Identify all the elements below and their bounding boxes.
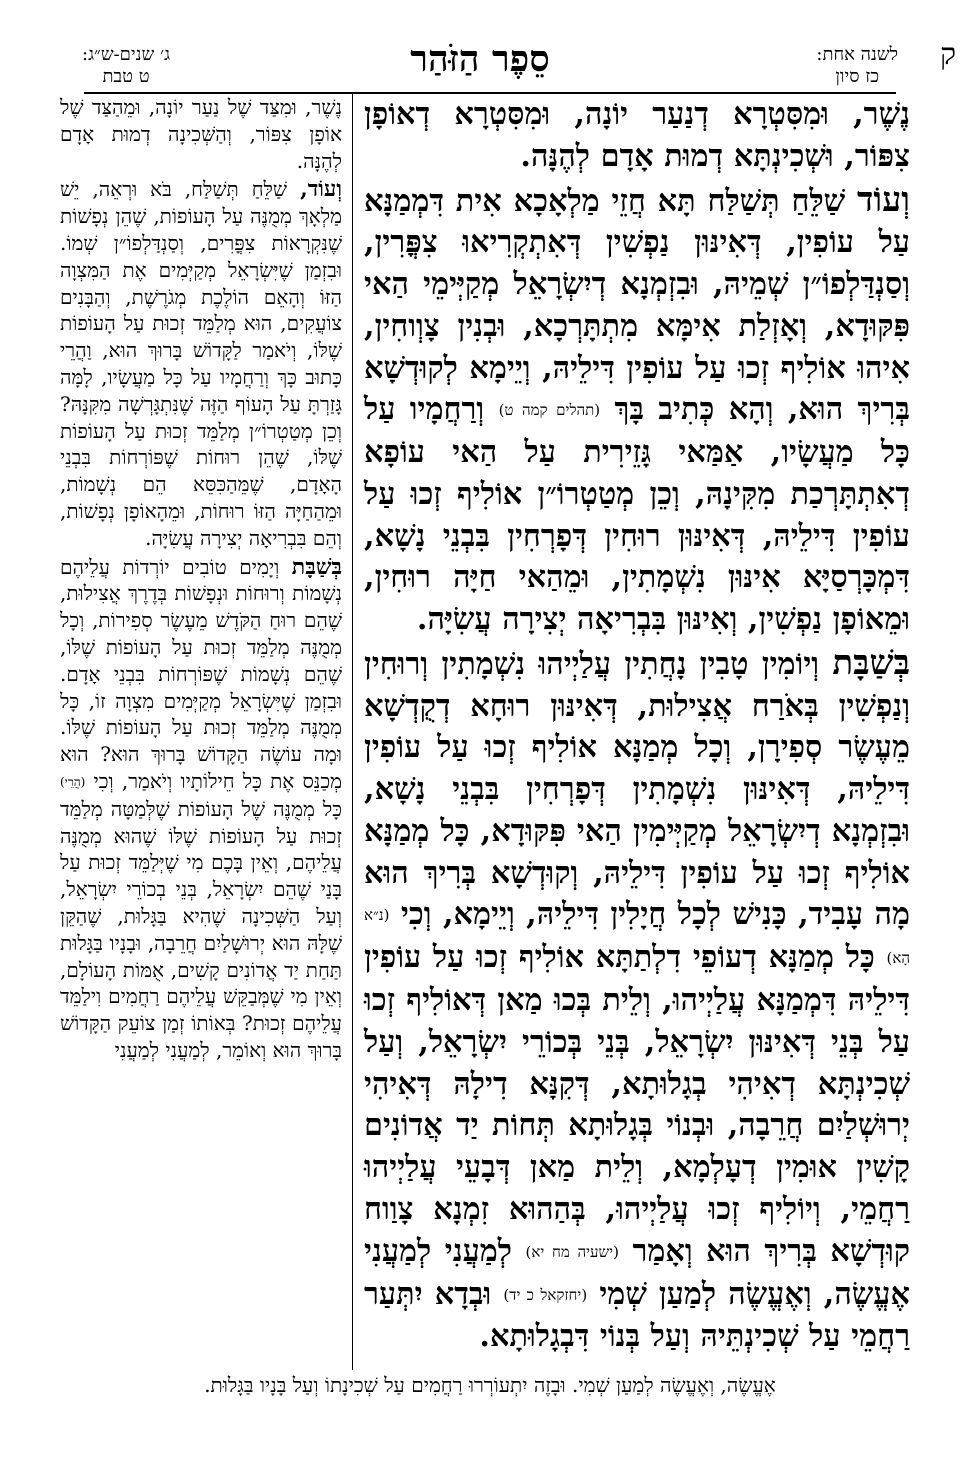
header-right-line2: כז סיון <box>835 66 880 87</box>
main-paragraph-2 <box>364 180 910 641</box>
book-title: סֵפֶר הַזֹּהַר <box>410 38 550 80</box>
main-paragraph-3-text-c: לְמַעֲנִי לְמַעֲנִי אֶעֱשֶׂה, וְאֶעֱשֶׂה לְמַעַן שְׁמִי <box>364 1232 911 1312</box>
main-paragraph-3-text-d: וּבְדָא יִתְּעַר רַחֲמֵי עַל שְׁכִינְתֵּיהּ וְעַל בְּנוֹי דִּבְגָלוּתָא. <box>364 1275 910 1355</box>
side-paragraph-3-text-a: וְיָמִים טוֹבִים יוֹרְדוֹת עֲלֵיהֶם נְשָׁמוֹת וְרוּחוֹת וּנְפָשׁוֹת בְּדֶרֶךְ אֲצִילוּת, שֶׁהֵם רוּחַ הַקֹּדֶשׁ מֵעֶשֶׂר סְפִירוֹת, וְכָל מְמֻנֶּה מְלַמֵּד זְכוּת עַל הָעוֹפוֹת שֶׁלּוֹ, שֶׁהֵם נְשָׁמוֹת שֶׁפּוֹרְחוֹת בִּבְנֵי אָדָם. וּבִזְמַן שֶׁיִּשְׂרָאֵל מְקַיְּמִים מִצְוָה זוֹ, כָּל מְמֻנֶּה מְלַמֵּד זְכוּת עַל הָעוֹפוֹת שֶׁלּוֹ. וּמָה עוֹשֶׂה הַקָּדוֹשׁ בָּרוּךְ הוּא? הוּא מְכַנֵּס אֶת כָּל חֵילוֹתָיו וְיֹאמַר, וְכִי <box>60 554 342 793</box>
main-paragraph-2-text-b: וְרַחֲמָיו עַל כָּל מַעֲשָׂיו, אַמַּאי גָּזֵירִית עַל הַאי עוֹפָא דְאִתְתָּרְכַת מִקִּינָהּ, וְכֵן מְטַטְרוֹ״ן אוֹלִיף זְכוּ עַל עוֹפִין דִּילֵיהּ, דְּאִינּוּן רוּחִין דְּפָרְחִין בִּבְנֵי נָשָׁא, דִּמְכָּרְסַיָּא אִינּוּן נִשְׁמָתִין, וּמֵהַאי חַיָּה רוּחִין, וּמֵאוֹפָן נַפְשִׁין, וְאִינּוּן בִּבְרִיאָה יְצִירָה עֲשִׂיָּה. <box>364 391 910 638</box>
main-paragraph-3 <box>364 643 910 1358</box>
side-paragraph-2 <box>60 176 342 551</box>
side-paragraph-2-text: שַׁלֵּחַ תְּשַׁלַּח, בֹּא וּרְאֵה, יֵשׁ מַלְאָךְ מְמֻנֶּה עַל הָעוֹפוֹת, שֶׁהֵן נְפָשׁוֹת שֶׁנִּקְרָאוֹת צִפֳּרִים, וְסַנְדַּלְפוֹ״ן שְׁמוֹ. וּבִזְמַן שֶׁיִּשְׂרָאֵל מְקַיְּמִים אֶת הַמִּצְוָה הַזּוֹ וְהָאֵם הוֹלֶכֶת מְגֹרֶשֶׁת, וְהַבָּנִים צוֹעֲקִים, הוּא מְלַמֵּד זְכוּת עַל הָעוֹפוֹת שֶׁלּוֹ, וְיֹאמַר לַקָּדוֹשׁ בָּרוּךְ הוּא, וַהֲרֵי כָּתוּב כָּךְ וְרַחֲמָיו עַל כָּל מַעֲשָׂיו, לָמָּה גָּזַרְתָּ עַל הָעוֹף הַזֶּה שֶׁנִּתְגָּרְשָׁה מִקִּנָּהּ? וְכֵן מְטַטְרוֹ״ן מְלַמֵּד זְכוּת עַל הָעוֹפוֹת שֶׁלּוֹ, שֶׁהֵן רוּחוֹת שֶׁפּוֹרְחוֹת בִּבְנֵי הָאָדָם, שֶׁמֵּהַכִּסֵּא הֵם נְשָׁמוֹת, וּמֵהַחַיָּה הַזּוֹ רוּחוֹת, וּמֵהָאוֹפָן נְפָשׁוֹת, וְהֵם בִּבְרִיאָה יְצִירָה עֲשִׂיָּה. <box>60 177 342 550</box>
main-variant-note: (נ״א הָא) <box>364 906 911 968</box>
main-paragraph-3-text-b: כָּל מְמַנָּא דְעוֹפֵי דִלְתַתָּא אוֹלִיף זְכוּ עַל עוֹפִין דִּילֵיהּ דִּמְמַנָּא עֲלַיְיהוּ, וְלֵית בְּכוּ מַאן דְּאוֹלִיף זְכוּ עַל בְּנֵי דְּאִינּוּן יִשְׂרָאֵל, בְּנֵי בְּכוֹרֵי יִשְׂרָאֵל, וְעַל שְׁכִינְתָּא דְאִיהִי בְגָלוּתָא, דְּקִנָּא דִילָהּ דְּאִיהִי יְרוּשְׁלַיִם חֲרֵבָה, וּבְנוֹי בְּגָלוּתָא תְּחוֹת יַד אֲדוֹנִים קָשִׁין אוּמִין דְעָלְמָא, וְלֵית מַאן דְּבָעֵי עֲלַיְיהוּ רַחֲמֵי, וְיוֹלִיף זְכוּ עֲלַיְיהוּ, בְּהַהוּא זִמְנָא צָוַוח קוּדְשָׁא בְּרִיךְ הוּא וְאָמַר <box>364 939 911 1269</box>
header-left-line1: ג׳ שנים-ש״ג: <box>82 44 171 65</box>
footer-continuation: אֶעֱשֶׂה, וְאֶעֱשֶׂה לְמַעַן שְׁמִי. וּבָזֶה יִתְעוֹרְרוּ רַחֲמִים עַל שְׁכִינָתוֹ וְעַל בָּנָיו בַּגָּלוּת. <box>204 1373 776 1397</box>
main-citation-isaiah: (ישעיה מח יא) <box>525 1242 619 1261</box>
column-divider <box>352 94 353 1370</box>
side-paragraph-1: נֶשֶׁר, וּמִצַּד שֶׁל נַעַר יוֹנָה, וּמֵהַצַּד שֶׁל אוֹפָן צִפּוֹר, וְהַשְּׁכִינָה דְמוּת אָדָם לְהֶנָּה. <box>60 95 342 173</box>
page-number: ק <box>939 37 956 72</box>
side-paragraph-3-lead: בְּשַׁבָּת <box>291 553 342 580</box>
main-citation-ezekiel: (יחזקאל כ יד) <box>503 1285 588 1304</box>
side-variant-note: (הֲרֵי) <box>60 775 86 790</box>
main-paragraph-1: נֶשֶׁר, וּמִסִּטְרָא דְנַעַר יוֹנָה, וּמִסִּטְרָא דְאוֹפָן צִפּוֹר, וּשְׁכִינְתָּא דְמוּת אָדָם לְהֶנָּה. <box>364 96 910 174</box>
side-paragraph-3-text-b: כָּל מְמֻנֶּה שֶׁל הָעוֹפוֹת שֶׁלְּמַטָּה מְלַמֵּד זְכוּת עַל הָעוֹפוֹת שֶׁלּוֹ שֶׁהוּא מְמֻנֶּה עֲלֵיהֶם, וְאֵין בָּכֶם מִי שֶׁיְּלַמֵּד זְכוּת עַל בָּנַי שֶׁהֵם יִשְׂרָאֵל, בְּנֵי בְכוֹרֵי יִשְׂרָאֵל, וְעַל הַשְּׁכִינָה שֶׁהִיא בַּגָּלוּת, שֶׁהַקֵּן שֶׁלָּהּ הוּא יְרוּשָׁלַיִם חֲרֵבָה, וּבָנָיו בַּגָּלוּת תַּחַת יַד אֲדוֹנִים קָשִׁים, אֻמּוֹת הָעוֹלָם, וְאֵין מִי שֶׁמְּבַקֵּשׁ עֲלֵיהֶם רַחֲמִים וִילַמֵּד עֲלֵיהֶם זְכוּת? בְּאוֹתוֹ זְמַן צוֹעֵק הַקָּדוֹשׁ בָּרוּךְ הוּא וְאוֹמֵר, לְמַעֲנִי לְמַעֲנִי <box>60 796 342 1062</box>
main-citation-psalms: (תהלים קמה ט) <box>498 401 601 420</box>
main-paragraph-3-lead: בְּשַׁבָּת <box>832 642 910 683</box>
header-right <box>816 44 898 88</box>
main-column <box>364 94 910 1370</box>
header-right-line1: לשנה אחת: <box>816 44 898 65</box>
translation-column <box>60 94 342 1370</box>
main-paragraph-2-text-a: שַׁלֵּחַ תְּשַׁלַּח תָּא חֲזֵי מַלְאָכָא אִית דִּמְמַנָּא עַל עוֹפִין, דְּאִינּוּן נַפְשִׁין דְּאִתְקְרִיאוּ צִפֳּרִין, וְסַנְדַּלְפוֹ״ן שְׁמֵיהּ, וּבִזְמְנָא דְיִשְׂרָאֵל מְקַיְּימֵי הַאי פִּקּוּדָא, וְאָזְלַת אִימָּא מִתְתָּרְכָא, וּבְנִין צָוְוחִין, אִיהוּ אוֹלִיף זְכוּ עַל עוֹפִין דִּילֵיהּ, וְיֵימָא לְקוּדְשָׁא בְּרִיךְ הוּא, וְהָא כְּתִיב בָּךְ <box>364 182 910 428</box>
side-paragraph-2-lead: וְעוֹד, <box>300 176 343 203</box>
main-paragraph-2-lead: וְעוֹד <box>857 179 911 220</box>
main-paragraph-3-text-a: וְיוֹמִין טָבִין נָחֲתִין עֲלַיְיהוּ נִשְׁמָתִין וְרוּחִין וְנַפְשִׁין בְּאֹרַח אֲצִילוּת, דְּאִינּוּן רוּחָא דְקֻדְשָׁא מֵעֶשֶׂר סְפִירָן, וְכָל מְמַנָּא אוֹלִיף זְכוּ עַל עוֹפִין דִּילֵיהּ, דְּאִינּוּן נִשְׁמָתִין דְּפָרְחִין בִּבְנֵי נָשָׁא, וּבִזְמְנָא דְיִשְׂרָאֵל מְקַיְּימִין הַאי פִּקּוּדָא, כָּל מְמַנָּא אוֹלִיף זְכוּ עַל עוֹפִין דִּילֵיהּ, וְקוּדְשָׁא בְּרִיךְ הוּא מָה עָבִיד, כָּנִישׁ לְכָל חֲיָלִין דִּילֵיהּ, וְיֵימָא, וְכִי <box>364 645 911 933</box>
header-left-line2: ט טבת <box>102 66 150 87</box>
header-left <box>82 44 170 88</box>
side-paragraph-3 <box>60 554 342 1064</box>
